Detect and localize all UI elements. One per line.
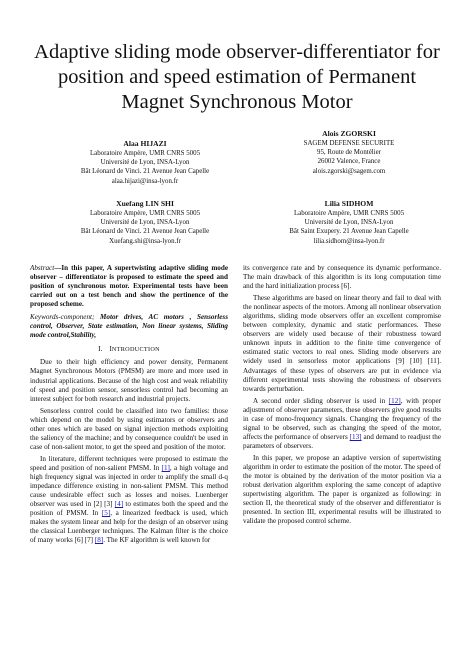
author-affiliation-line: Université de Lyon, INSA-Lyon — [100, 159, 190, 167]
author-affiliation-line: Université de Lyon, INSA-Lyon — [100, 219, 190, 227]
paper-title: Adaptive sliding mode observer-differentiator for position and speed estimation of Permanent Magnet Synchronous Motor — [34, 41, 440, 113]
citation-link[interactable]: [13] — [349, 432, 362, 441]
author-email: lilia.sidhom@insa-lyon.fr — [313, 237, 385, 245]
author-affiliation-line: 95, Route de Montélier — [317, 149, 381, 157]
keywords-lead: Keywords-component; — [30, 313, 95, 322]
author-affiliation-line: Laboratoire Ampère, UMR CNRS 5005 — [293, 210, 405, 217]
paragraph-text: , with proper adjustment of observer parameters, these observers give good results in case of mono-frequency signals. Changing the frequency of the signal to be observed, such as changing the speed of the motor, affects the performance of observers — [243, 396, 441, 441]
abstract-text: In this paper, A supertwisting adaptive sliding mode observer – differentiator is proposed to estimate the speed and position of synchronous motor. Experimental tests have been carried out on a test bench and show the pertinence of the proposed scheme. — [30, 264, 228, 309]
abstract-dash: — — [54, 264, 62, 272]
author-affiliation-line: SAGEM DEFENSE SECURITE — [303, 140, 395, 147]
body-paragraph: Sensorless control could be classified into two families: those which depend on the model by using estimators or observers and other ones which are based on signal injection methods exploiting the saliency of the machine; and by consequence couldn't be used in case of non-salient motor, to get the speed and position of the motor. — [30, 406, 228, 451]
right-column — [243, 264, 441, 526]
author-email: alois.zgorski@sagem.com — [312, 167, 386, 175]
author-affiliation-line: Bât Saint Exupery. 21 Avenue Jean Capelle — [289, 228, 409, 236]
body-paragraph — [30, 455, 228, 545]
keywords-text: Motor drives, AC motors , Sensorless control, Observer, State estimation, Non linear systems, Sliding mode control,Stability, — [30, 313, 228, 340]
body-paragraph: Due to their high efficiency and power density, Permanent Magnet Synchronous Motors (PMSM) are more and more used in industrial applications. Because of the high cost and weak reliability of speed and position sensor, sensorless control had becoming an interest subject for both research and industrial projects. — [30, 358, 228, 403]
body-paragraph: In this paper, we propose an adaptive version of supertwisting algorithm in order to estimate the position of the motor. The speed of the motor is obtained by the derivation of the motor position via a robust derivation algorithm exploring the same concept of adaptive supertwisting algorithm. The paper is organized as following: in section II, the theoretical study of the observer and differentiator is presented. In section III, experimental results will be illustrated to validate the proposed control scheme. — [243, 453, 441, 526]
author-block-2 — [264, 128, 434, 176]
author-affiliation-line: Bât Léonard de Vinci. 21 Avenue Jean Capelle — [80, 228, 210, 236]
citation-link[interactable]: [8] — [94, 536, 104, 545]
keywords — [30, 313, 228, 340]
body-paragraph — [243, 397, 441, 451]
author-affiliation-line: 26002 Valence, France — [317, 158, 381, 166]
citation-link[interactable]: [5] — [101, 509, 111, 518]
section-title-rest: NTRODUCTION — [111, 346, 160, 354]
author-affiliation-line: Laboratoire Ampère, UMR CNRS 5005 — [89, 210, 201, 217]
citation-link[interactable]: [1] — [161, 463, 170, 472]
body-paragraph: its convergence rate and by consequence its dynamic performance. The main drawback of this algorithm is its long computation time and the hard initialization process [6]. — [243, 264, 441, 291]
left-column — [30, 264, 228, 545]
author-block-4 — [264, 198, 434, 246]
section-number: I. — [98, 345, 103, 354]
author-name: Alois ZGORSKI — [322, 129, 376, 138]
author-name: Lilia SIDHOM — [324, 199, 374, 208]
paragraph-text: to estimates both the speed and the position of PMSM. In — [30, 500, 228, 518]
author-email: Xuefang.shi@insa-lyon.fr — [109, 237, 181, 245]
author-affiliation-line: Université de Lyon, INSA-Lyon — [304, 219, 394, 227]
abstract — [30, 264, 228, 309]
author-affiliation-line: Laboratoire Ampère, UMR CNRS 5005 — [89, 150, 201, 157]
paragraph-text: , a high voltage and high frequency signal was injected in order to amplify the small d-q impedance difference existing in non-salient PMSM. This method cause undesirable effect such as losses and noises. Luenberger observer was used in [2] [3] — [30, 463, 228, 509]
author-affiliation-line: Bât Léonard de Vinci. 21 Avenue Jean Capelle — [80, 168, 210, 176]
author-name: Xuefang LIN SHI — [116, 199, 174, 208]
author-block-3 — [55, 198, 235, 246]
paragraph-text: , a linearized feedback is used, which makes the system linear and help for the design of an observer using the classical Luenberger techniques. The Kalman filter is the choice of many works [6] [7] — [30, 509, 228, 545]
paragraph-text: In literature, different techniques were proposed to estimate the speed and position of non-salient PMSM. In — [30, 454, 228, 472]
section-title-initial: I — [109, 345, 112, 354]
citation-link[interactable]: [4] — [114, 500, 124, 509]
paragraph-text: A second order sliding observer is used in — [253, 396, 389, 405]
author-email: alaa.hijazi@insa-lyon.fr — [111, 177, 179, 185]
abstract-lead: Abstract — [30, 264, 55, 272]
author-name: Alaa HIJAZI — [123, 139, 167, 148]
paragraph-text: and demand to readjust the parameters of observers. — [243, 432, 441, 450]
body-paragraph: These algorithms are based on linear theory and fail to deal with the nonlinear aspects of the motors. Among all nonlinear observation algorithms, sliding mode observers offer an excellent compromise between complexity, dynamic and static performances. These observers are widely used because of their robustness toward unknown inputs in addition to the finite time convergence of estimated static vectors to real ones. Sliding mode observers are widely used in sensorless motor applications [9] [10] [11]. Advantages of these types of observers are put in evidence via different experimental tests showing the robustness of observers towards perturbation. — [243, 294, 441, 393]
section-heading — [30, 345, 228, 354]
paragraph-text: . The KF algorithm is well known for — [103, 536, 211, 545]
citation-link[interactable]: [12] — [388, 396, 401, 405]
author-block-1 — [55, 138, 235, 186]
